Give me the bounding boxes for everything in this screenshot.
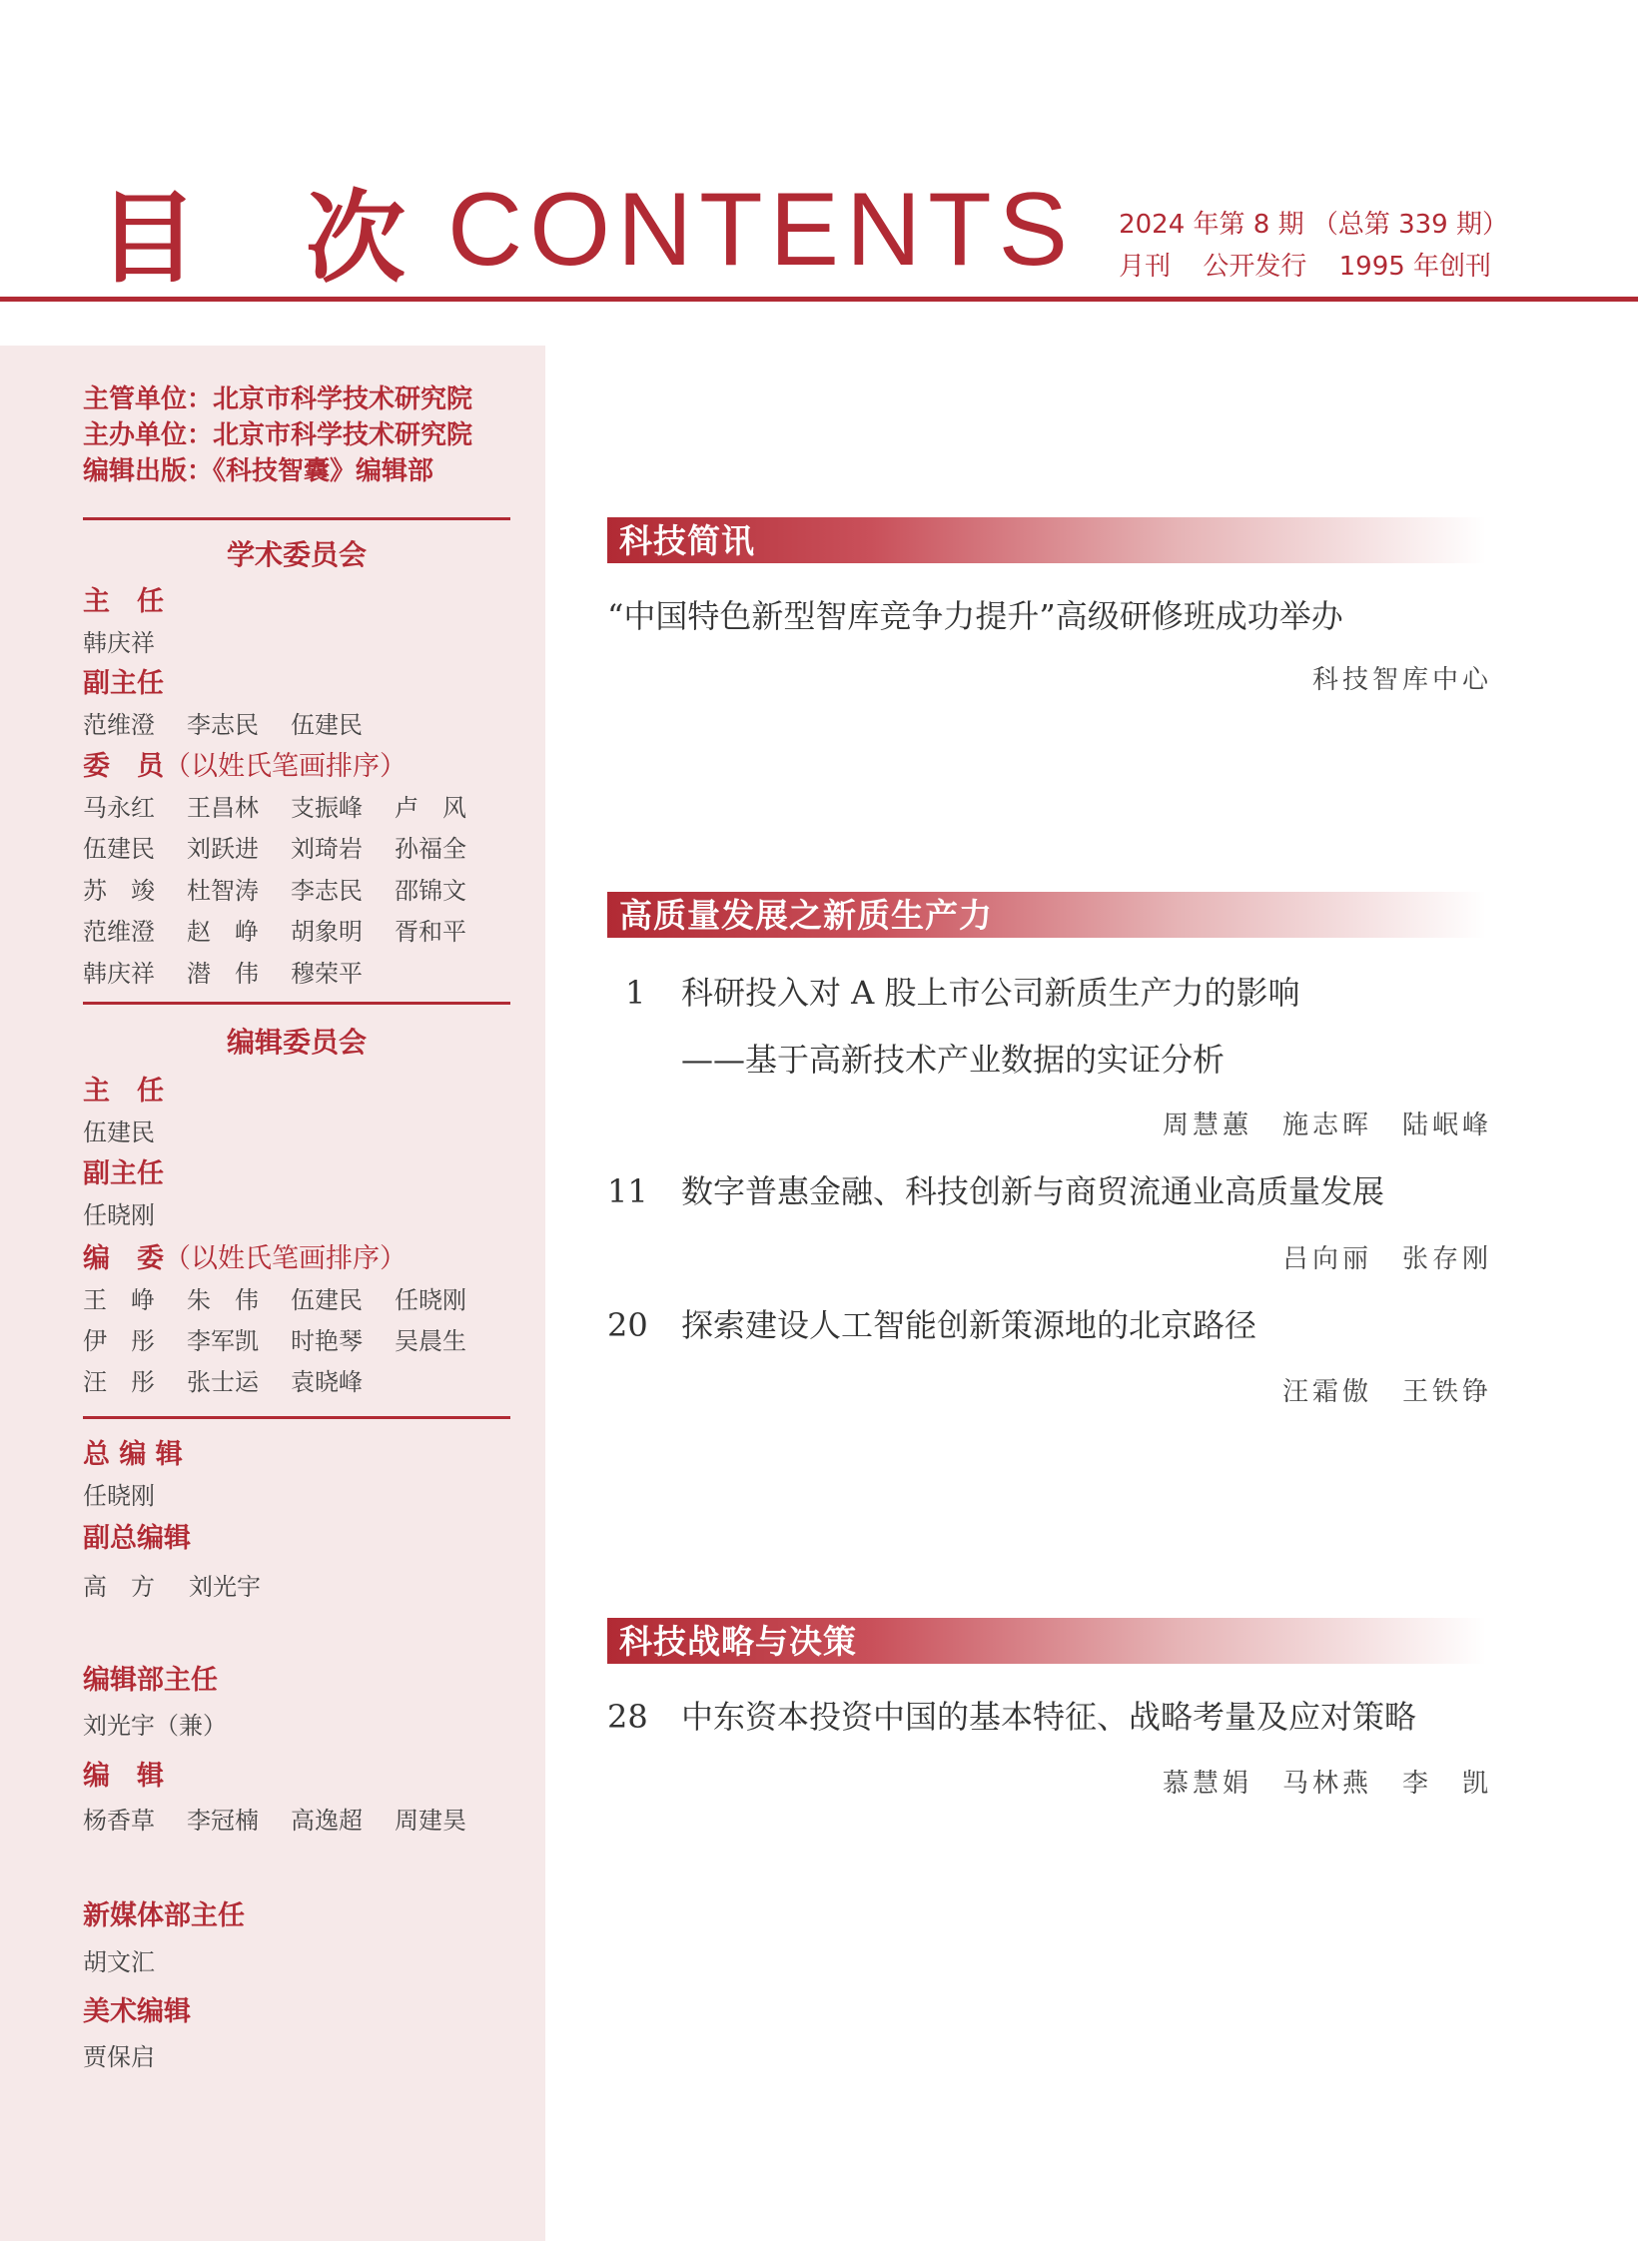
person-name: 胡象明 (291, 918, 363, 946)
person-name: 时艳琴 (291, 1327, 363, 1355)
academic-members-label (83, 744, 407, 783)
person-name: 吴晨生 (395, 1327, 466, 1355)
editorial-deputy-label: 副主任 (83, 1158, 164, 1189)
new-media-director-label: 新媒体部主任 (83, 1900, 245, 1931)
chief-editor (83, 1476, 187, 1511)
person-name: 刘琦岩 (291, 835, 363, 863)
article-entry[interactable] (607, 968, 1299, 1014)
members-note: （以姓氏笔画排序） (164, 751, 407, 782)
art-editor (83, 2037, 187, 2072)
academic-committee-heading: 学术委员会 (226, 538, 367, 571)
chief-editor-label: 总 编 辑 (83, 1439, 183, 1470)
deputy-chief-editors (83, 1567, 293, 1602)
distribution: 公开发行 (1203, 252, 1307, 282)
academic-deputies (83, 705, 395, 740)
editorial-director-label: 主 任 (83, 1076, 164, 1107)
dept-director (83, 1706, 283, 1741)
publisher-line: 主管单位：北京市科学技术研究院 (83, 384, 473, 414)
title-en: CONTENTS (447, 171, 1075, 288)
person-name: 王昌林 (187, 794, 259, 822)
person-name: 潜 伟 (187, 960, 259, 988)
person-name: 李军凯 (187, 1327, 259, 1355)
page-number: 11 (607, 1172, 648, 1210)
person-name: 任晓刚 (395, 1286, 466, 1314)
section-title: 高质量发展之新质生产力 (619, 896, 993, 935)
academic-deputy-label: 副主任 (83, 668, 164, 699)
art-editor-label: 美术编辑 (83, 1996, 191, 2027)
person-name: 卢 风 (395, 794, 466, 822)
academic-director (83, 623, 187, 658)
person-name: 支振峰 (291, 794, 363, 822)
person-name: 任晓刚 (83, 1482, 155, 1510)
article-authors: 汪霜傲 王铁铮 (1281, 1377, 1492, 1407)
article-title: 科研投入对 A 股上市公司新质生产力的影响 (681, 974, 1300, 1012)
person-name: 汪 彤 (83, 1368, 155, 1396)
person-name: 杨香草 (83, 1807, 155, 1835)
article-title[interactable]: “中国特色新型智库竞争力提升”高级研修班成功举办 (607, 597, 1343, 635)
article-title: 中东资本投资中国的基本特征、战略考量及应对策略 (681, 1698, 1417, 1736)
page-number: 28 (607, 1698, 648, 1736)
publisher-line: 编辑出版：《科技智囊》编辑部 (83, 456, 434, 486)
sidebar-divider (83, 1002, 510, 1005)
person-name: 胥和平 (395, 918, 466, 946)
article-authors: 周慧蕙 施志晖 陆岷峰 (1162, 1111, 1492, 1140)
person-name: 范维澄 (83, 711, 155, 739)
article-subtitle: ——基于高新技术产业数据的实证分析 (681, 1041, 1226, 1079)
section-title: 科技战略与决策 (619, 1622, 857, 1661)
person-name: 苏 竣 (83, 877, 155, 905)
members-note: （以姓氏笔画排序） (164, 1243, 407, 1274)
section-header (607, 892, 1486, 938)
person-name: 袁晓峰 (291, 1368, 363, 1396)
founded: 1995 年创刊 (1338, 252, 1492, 282)
dept-director-label: 编辑部主任 (83, 1665, 218, 1696)
new-media-director (83, 1942, 187, 1977)
editorial-committee-heading: 编辑委员会 (226, 1026, 367, 1059)
editors-label: 编 辑 (83, 1761, 164, 1792)
person-name: 李志民 (291, 877, 363, 905)
article-entry[interactable] (607, 1166, 1384, 1212)
article-entry[interactable] (607, 1300, 1256, 1346)
person-name: 刘光宇（兼） (83, 1712, 227, 1740)
publisher-info (83, 381, 510, 489)
title-cn-1: 目 (98, 180, 198, 297)
person-name: 杜智涛 (187, 877, 259, 905)
person-name: 李志民 (187, 711, 259, 739)
article-authors: 科技智库中心 (1311, 665, 1492, 695)
person-name: 孙福全 (395, 835, 466, 863)
person-name: 贾保启 (83, 2043, 155, 2071)
issue-number: 2024 年第 8 期 （总第 339 期） (1119, 210, 1508, 240)
academic-members-row (83, 954, 395, 989)
deputy-chief-editor-label: 副总编辑 (83, 1523, 191, 1554)
person-name: 高 方 (83, 1573, 155, 1601)
editorial-members-row (83, 1362, 395, 1397)
publisher-line: 主办单位：北京市科学技术研究院 (83, 420, 473, 450)
person-name: 李冠楠 (187, 1807, 259, 1835)
members-label-text: 编 委 (83, 1243, 164, 1274)
person-name: 伍建民 (291, 711, 363, 739)
person-name: 刘光宇 (189, 1573, 261, 1601)
editors (83, 1801, 498, 1836)
academic-members-row (83, 788, 498, 823)
editorial-members-row (83, 1280, 498, 1315)
person-name: 刘跃进 (187, 835, 259, 863)
person-name: 伍建民 (83, 835, 155, 863)
article-authors: 吕向丽 张存刚 (1281, 1244, 1492, 1274)
academic-members-row (83, 829, 498, 864)
page-title (98, 160, 1075, 300)
person-name: 胡文汇 (83, 1948, 155, 1976)
person-name: 任晓刚 (83, 1201, 155, 1229)
article-entry[interactable] (607, 1692, 1416, 1738)
person-name: 高逸超 (291, 1807, 363, 1835)
frequency: 月刊 (1119, 252, 1172, 282)
person-name: 王 峥 (83, 1286, 155, 1314)
issue-info (1119, 204, 1508, 288)
academic-members-row (83, 871, 498, 906)
members-label-text: 委 员 (83, 751, 164, 782)
title-cn-2: 次 (306, 180, 406, 297)
person-name: 周建昊 (395, 1807, 466, 1835)
issue-meta (1119, 246, 1508, 288)
person-name: 伊 彤 (83, 1327, 155, 1355)
person-name: 马永红 (83, 794, 155, 822)
person-name: 张士运 (187, 1368, 259, 1396)
editorial-members-row (83, 1321, 498, 1356)
person-name: 赵 峥 (187, 918, 259, 946)
academic-members-row (83, 912, 498, 947)
person-name: 范维澄 (83, 918, 155, 946)
person-name: 伍建民 (291, 1286, 363, 1314)
sidebar-divider (83, 1416, 510, 1419)
academic-director-label: 主 任 (83, 586, 164, 617)
person-name: 韩庆祥 (83, 960, 155, 988)
person-name: 韩庆祥 (83, 629, 155, 657)
article-title: 探索建设人工智能创新策源地的北京路径 (681, 1306, 1257, 1344)
editorial-director (83, 1113, 187, 1147)
editorial-deputy (83, 1195, 187, 1230)
person-name: 穆荣平 (291, 960, 363, 988)
page-number: 20 (607, 1306, 648, 1344)
sidebar-divider (83, 517, 510, 520)
page-number: 1 (625, 974, 646, 1012)
header-divider (0, 297, 1638, 302)
person-name: 伍建民 (83, 1119, 155, 1146)
person-name: 朱 伟 (187, 1286, 259, 1314)
section-header (607, 1618, 1486, 1664)
article-authors: 慕慧娟 马林燕 李 凯 (1162, 1769, 1492, 1799)
article-title: 数字普惠金融、科技创新与商贸流通业高质量发展 (681, 1172, 1385, 1210)
person-name: 邵锦文 (395, 877, 466, 905)
section-header (607, 517, 1486, 563)
section-title: 科技简讯 (619, 521, 755, 560)
editorial-members-label (83, 1236, 407, 1275)
